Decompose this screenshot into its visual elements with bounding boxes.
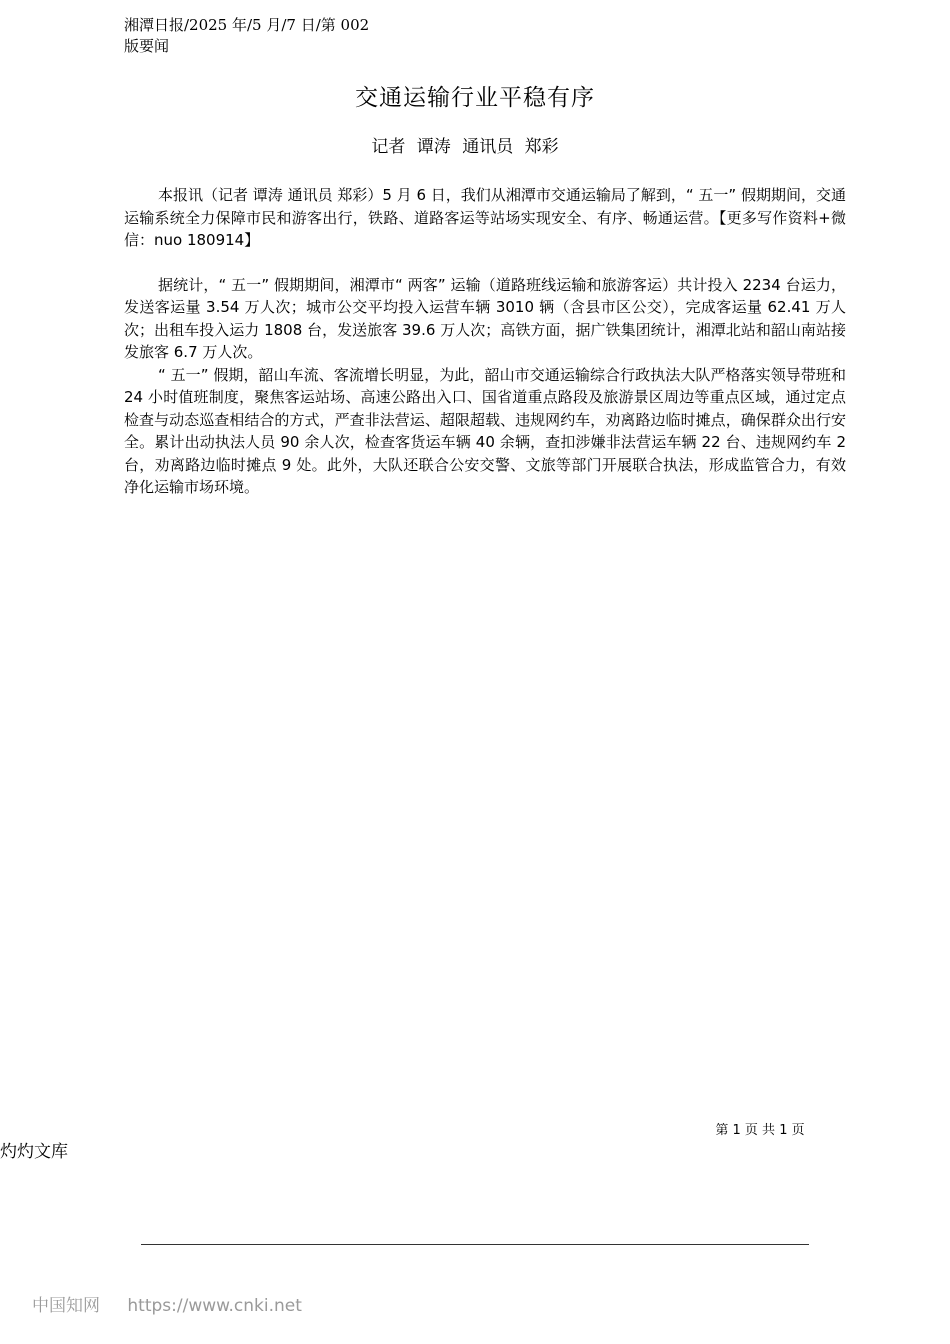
footer-brand-name: 中国知网	[32, 1296, 100, 1316]
article-body	[124, 184, 846, 499]
publication-source	[124, 15, 444, 57]
footer-url[interactable]: https://www.cnki.net	[127, 1296, 302, 1316]
article-title: 交通运输行业平稳有序	[355, 85, 595, 111]
footer-brand	[32, 1294, 302, 1318]
publication-source-line-1: 湘潭日报/2025 年/5 月/7 日/第 002	[124, 16, 370, 34]
library-watermark: 灼灼文库	[0, 1142, 68, 1162]
article-paragraph: “ 五一” 假期，韶山车流、客流增长明显，为此，韶山市交通运输综合行政执法大队严格落实领导带班和 24 小时值班制度，聚焦客运站场、高速公路出入口、国省道重点路段及旅游景区周边等重点区域，通过定点检查与动态巡查相结合的方式，严查非法营运、超限超载、违规网约车，劝离路边临时摊点，确保群众出行安全。累计出动执法人员 90 余人次，检查客货运车辆 40 余辆，查扣涉嫌非法营运车辆 22 台、违规网约车 2 台，劝离路边临时摊点 9 处。此外，大队还联合公安交警、文旅等部门开展联合执法，形成监管合力，有效净化运输市场环境。	[124, 365, 846, 496]
publication-source-line-2: 版要闻	[124, 37, 170, 55]
footer-divider	[141, 1244, 809, 1245]
article-paragraph: 据统计，“ 五一” 假期期间，湘潭市“ 两客” 运输（道路班线运输和旅游客运）共计投入 2234 台运力，发送客运量 3.54 万人次；城市公交平均投入运营车辆 3010 辆（含县市区公交），完成客运量 62.41 万人次；出租车投入运力 1808 台，发送旅客 39.6 万人次；高铁方面，据广铁集团统计，湘潭北站和韶山南站接发旅客 6.7 万人次。	[124, 275, 846, 361]
page-number: 第 1 页 共 1 页	[715, 1123, 805, 1138]
article-paragraph: 本报讯（记者 谭涛 通讯员 郑彩）5 月 6 日，我们从湘潭市交通运输局了解到，“ 五一” 假期期间，交通运输系统全力保障市民和游客出行，铁路、道路客运等站场实现安全、有序、畅通运营。【更多写作资料+微信：nuo 180914】	[124, 186, 846, 249]
article-byline: 记者 谭涛 通讯员 郑彩	[371, 137, 559, 157]
